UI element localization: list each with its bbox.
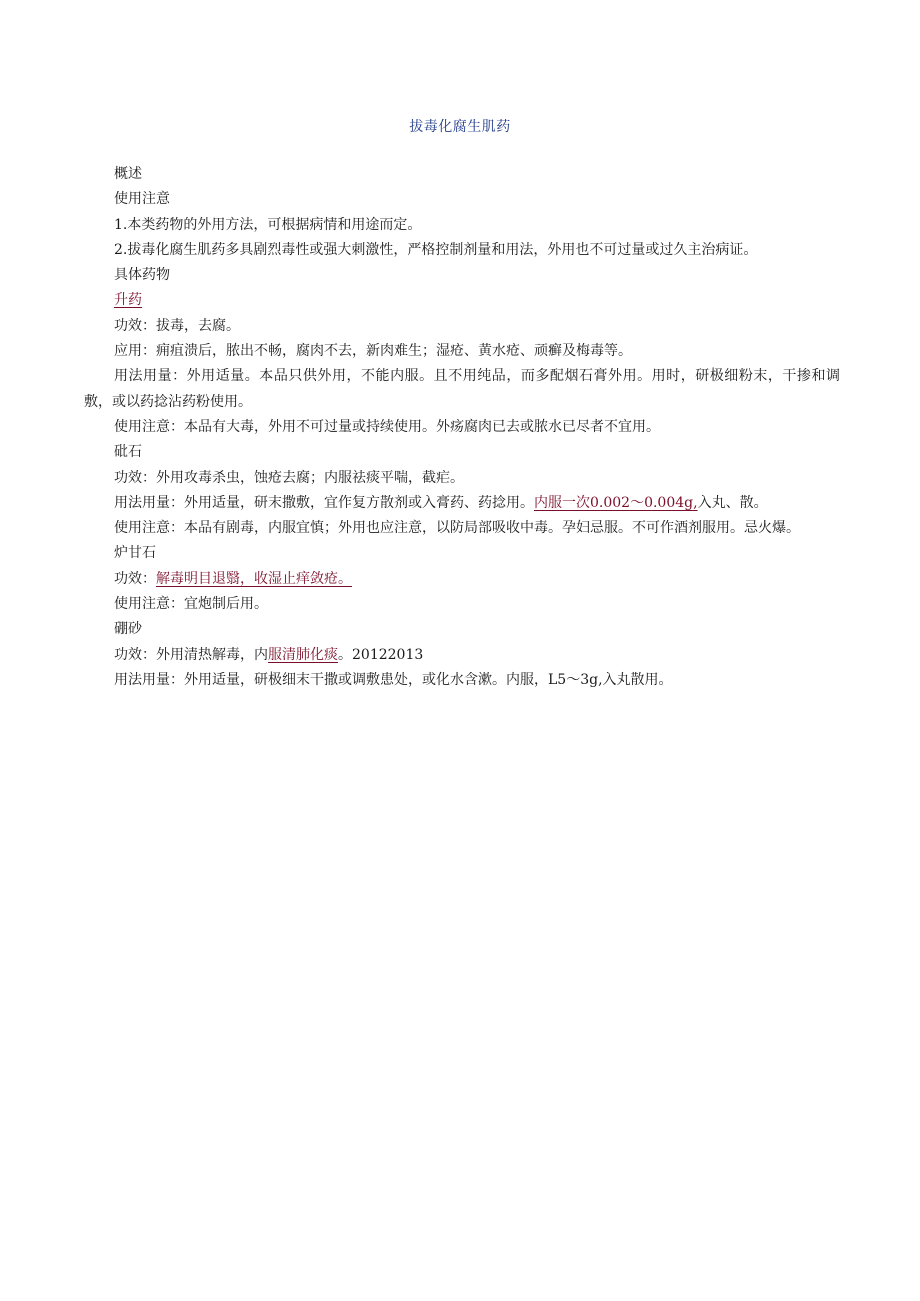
pengsha-effect-link[interactable]: 服清肺化痰 bbox=[268, 646, 338, 663]
pishi-usage bbox=[84, 491, 840, 516]
caution-item-1: 1.本类药物的外用方法，可根据病情和用途而定。 bbox=[114, 216, 422, 233]
shengyao-caution: 使用注意：本品有大毒，外用不可过量或持续使用。外疡腐肉已去或脓水已尽者不宜用。 bbox=[114, 418, 660, 435]
pishi-caution: 使用注意：本品有剧毒，内服宜慎；外用也应注意，以防局部吸收中毒。孕妇忌服。不可作酒剂服用。忌火爆。 bbox=[114, 520, 800, 537]
luganshi-effect bbox=[84, 567, 840, 592]
pishi-usage-suffix: 入丸、散。 bbox=[697, 494, 768, 511]
shengyao-usage: 用法用量：外用适量。本品只供外用，不能内服。且不用纯品，而多配烟石膏外用。用时，研极细粉末，干掺和调敷，或以药捻沾药粉使用。 bbox=[84, 368, 840, 410]
pishi-usage-prefix: 用法用量：外用适量，研末撒敷，宜作复方散剂或入膏药、药捻用。 bbox=[114, 494, 534, 511]
shengyao-section bbox=[84, 288, 840, 313]
overview-heading: 概述 bbox=[114, 166, 142, 182]
pengsha-heading: 硼砂 bbox=[114, 621, 142, 638]
pengsha-effect-suffix: 。20122013 bbox=[338, 646, 424, 663]
shengyao-effect: 功效：拔毒，去腐。 bbox=[114, 317, 240, 334]
shengyao-application: 应用：痈疽溃后，脓出不畅，腐肉不去，新肉难生；湿疮、黄水疮、顽癣及梅毒等。 bbox=[114, 343, 632, 360]
document-title: 拔毒化腐生肌药 bbox=[409, 119, 511, 135]
caution-heading: 使用注意 bbox=[114, 191, 170, 208]
pishi-effect: 功效：外用攻毒杀虫，蚀疮去腐；内服祛痰平喘，截疟。 bbox=[114, 469, 464, 486]
specific-drugs-heading: 具体药物 bbox=[114, 267, 170, 284]
luganshi-heading: 炉甘石 bbox=[114, 545, 156, 562]
caution-item-2: 2.拔毒化腐生肌药多具剧烈毒性或强大刺激性，严格控制剂量和用法，外用也不可过量或过久主治病证。 bbox=[114, 241, 758, 258]
document-body bbox=[84, 162, 840, 693]
pishi-dose-link[interactable] bbox=[534, 495, 698, 511]
luganshi-effect-prefix: 功效： bbox=[114, 570, 156, 587]
pengsha-effect bbox=[84, 643, 840, 668]
pishi-heading: 砒石 bbox=[114, 444, 142, 461]
pishi-dose-value: 0.002～0.004g, bbox=[590, 494, 698, 511]
shengyao-link[interactable]: 升药 bbox=[114, 292, 142, 309]
pengsha-effect-prefix: 功效：外用清热解毒，内 bbox=[114, 646, 268, 663]
luganshi-effect-link[interactable]: 解毒明目退翳，收湿止痒敛疮。 bbox=[156, 570, 352, 587]
pengsha-usage: 用法用量：外用适量，研极细末干撒或调敷患处，或化水含漱。内服，L5～3g,入丸散用。 bbox=[114, 671, 673, 688]
luganshi-caution: 使用注意：宜炮制后用。 bbox=[114, 596, 268, 613]
pishi-dose-label: 内服一次 bbox=[534, 494, 590, 511]
